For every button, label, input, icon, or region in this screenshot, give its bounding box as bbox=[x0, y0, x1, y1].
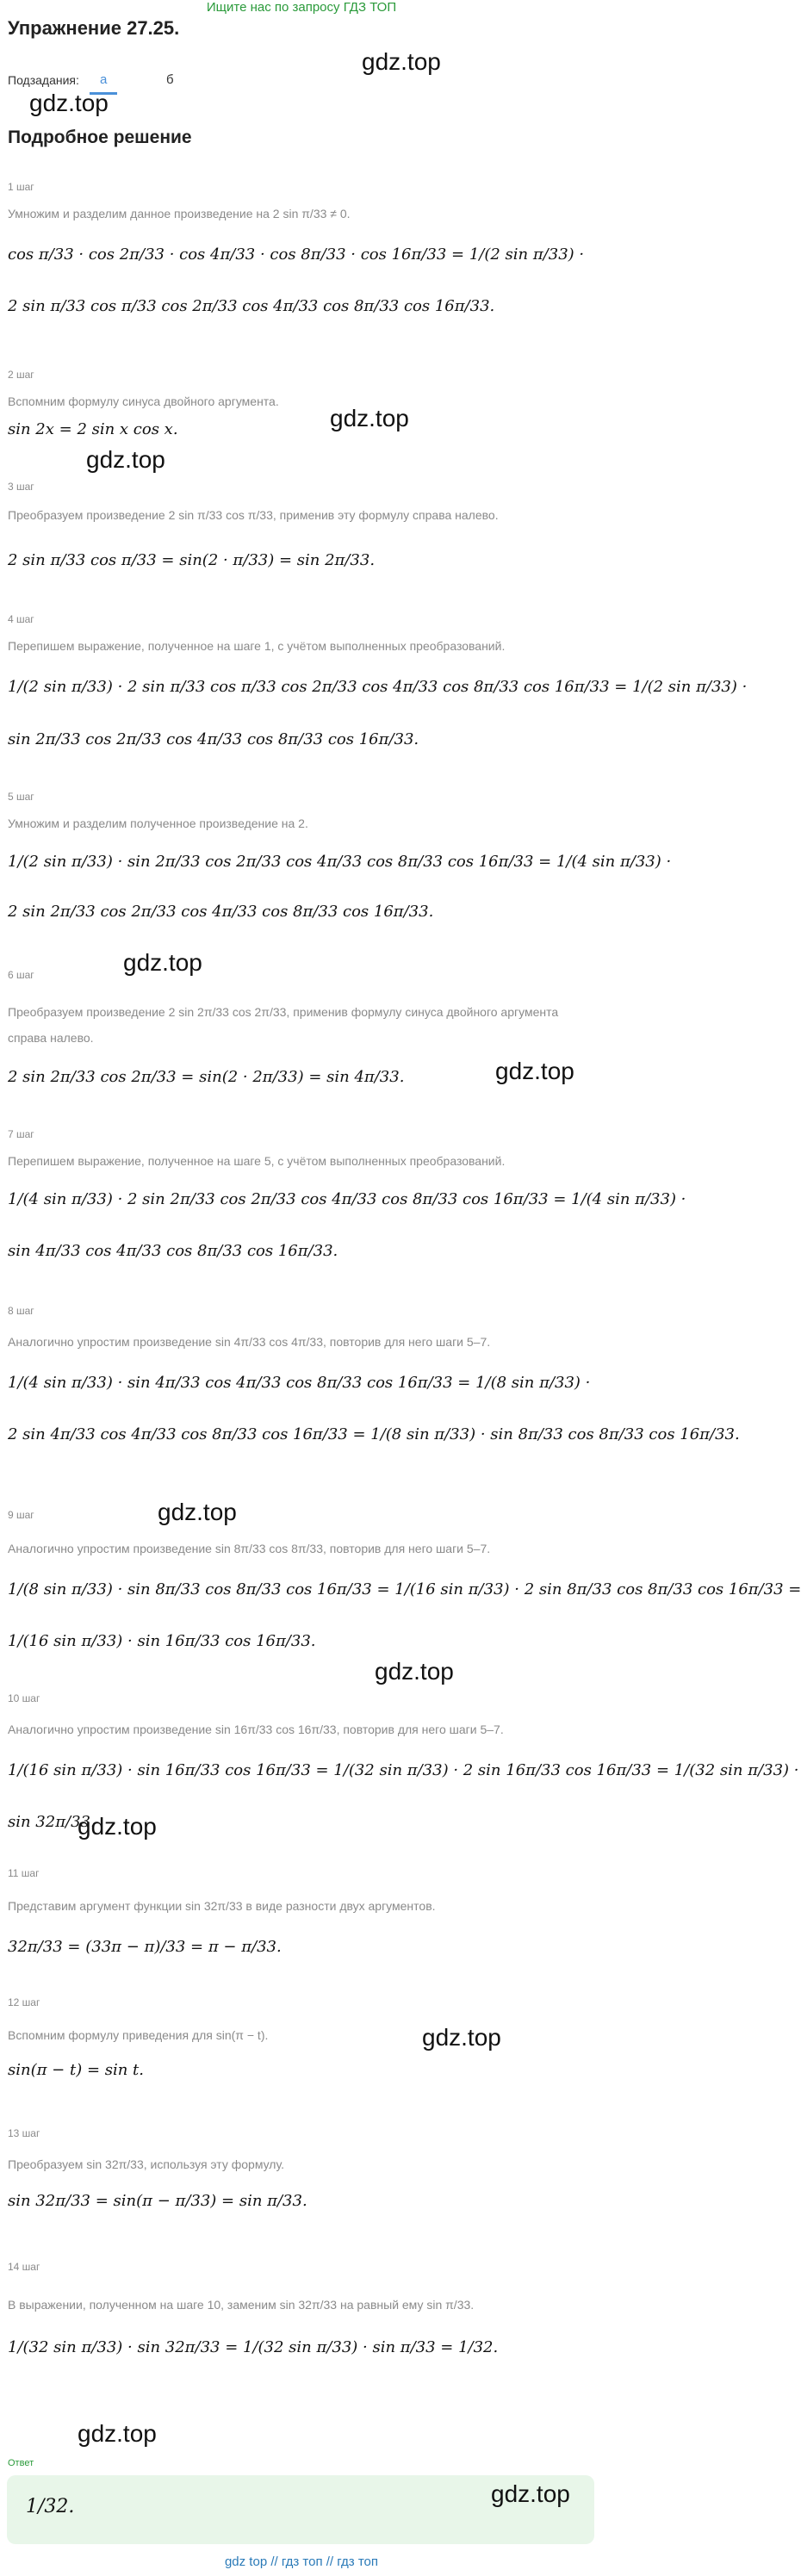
step-text: Перепишем выражение, полученное на шаге 5, с учётом выполненных преобразований. bbox=[8, 1154, 506, 1168]
step-label: 4 шаг bbox=[8, 613, 34, 625]
section-title: Подробное решение bbox=[8, 127, 192, 147]
step-text: Умножим и разделим данное произведение на 2 sin π/33 ≠ 0. bbox=[8, 207, 351, 220]
watermark: gdz.top bbox=[29, 90, 109, 116]
step-formula: 2 sin π/33 cos π/33 = sin(2 · π/33) = sin 2π/33. bbox=[8, 551, 376, 569]
footer-links[interactable]: gdz top // гдз топ // гдз топ bbox=[224, 2554, 379, 2569]
step-label: 9 шаг bbox=[8, 1509, 34, 1521]
step-formula: 1/(16 sin π/33) · sin 16π/33 cos 16π/33 = 1/(32 sin π/33) · 2 sin 16π/33 cos 16π/33 = 1/(32 sin π/33) · bbox=[8, 1761, 799, 1779]
step-formula: 1/(2 sin π/33) · 2 sin π/33 cos π/33 cos 2π/33 cos 4π/33 cos 8π/33 cos 16π/33 = 1/(2 sin π/33) · bbox=[8, 678, 748, 696]
step-formula: 2 sin 2π/33 cos 2π/33 cos 4π/33 cos 8π/33 cos 16π/33. bbox=[8, 903, 434, 921]
watermark: gdz.top bbox=[158, 1499, 237, 1525]
watermark: gdz.top bbox=[362, 48, 441, 75]
step-formula: sin(π − t) = sin t. bbox=[8, 2061, 145, 2079]
watermark: gdz.top bbox=[78, 2420, 157, 2447]
answer-label: Ответ bbox=[8, 2458, 34, 2468]
step-formula: 1/(4 sin π/33) · 2 sin 2π/33 cos 2π/33 cos 4π/33 cos 8π/33 cos 16π/33 = 1/(4 sin π/33) · bbox=[8, 1190, 686, 1208]
step-label: 14 шаг bbox=[8, 2261, 40, 2273]
step-label: 5 шаг bbox=[8, 791, 34, 803]
watermark: gdz.top bbox=[123, 949, 202, 976]
watermark: gdz.top bbox=[422, 2024, 501, 2051]
subtasks-label: Подзадания: bbox=[8, 73, 79, 87]
step-formula: sin 32π/33. bbox=[8, 1813, 96, 1831]
step-formula: sin 4π/33 cos 4π/33 cos 8π/33 cos 16π/33. bbox=[8, 1242, 338, 1260]
step-text: Вспомним формулу синуса двойного аргумента. bbox=[8, 394, 279, 408]
step-label: 7 шаг bbox=[8, 1128, 34, 1140]
step-formula: 32π/33 = (33π − π)/33 = π − π/33. bbox=[8, 1938, 282, 1956]
step-label: 6 шаг bbox=[8, 969, 34, 981]
step-text: В выражении, полученном на шаге 10, заменим sin 32π/33 на равный ему sin π/33. bbox=[8, 2298, 475, 2312]
step-formula: cos π/33 · cos 2π/33 · cos 4π/33 · cos 8π/33 · cos 16π/33 = 1/(2 sin π/33) · bbox=[8, 245, 585, 264]
watermark: gdz.top bbox=[375, 1658, 454, 1685]
step-label: 3 шаг bbox=[8, 481, 34, 493]
step-formula: 1/(2 sin π/33) · sin 2π/33 cos 2π/33 cos 4π/33 cos 8π/33 cos 16π/33 = 1/(4 sin π/33) · bbox=[8, 853, 672, 871]
watermark: gdz.top bbox=[86, 446, 165, 473]
watermark: gdz.top bbox=[330, 405, 409, 431]
subtask-tab-b[interactable]: б bbox=[166, 72, 174, 87]
step-formula: 1/(16 sin π/33) · sin 16π/33 cos 16π/33. bbox=[8, 1632, 316, 1650]
step-label: 10 шаг bbox=[8, 1692, 40, 1704]
step-formula: 1/(8 sin π/33) · sin 8π/33 cos 8π/33 cos 16π/33 = 1/(16 sin π/33) · 2 sin 8π/33 cos 8π/33 cos 16π/33 = bbox=[8, 1580, 801, 1598]
watermark: gdz.top bbox=[491, 2480, 570, 2507]
step-label: 13 шаг bbox=[8, 2127, 40, 2139]
top-banner[interactable]: Ищите нас по запросу ГДЗ ТОП bbox=[206, 0, 397, 15]
step-text: Преобразуем произведение 2 sin 2π/33 cos 2π/33, применив формулу синуса двойного аргумента справа налево. bbox=[8, 1005, 559, 1045]
step-text: Преобразуем произведение 2 sin π/33 cos π/33, применив эту формулу справа налево. bbox=[8, 508, 499, 522]
step-text: Перепишем выражение, полученное на шаге 1, с учётом выполненных преобразований. bbox=[8, 639, 506, 653]
step-label: 8 шаг bbox=[8, 1305, 34, 1317]
step-text: Представим аргумент функции sin 32π/33 в виде разности двух аргументов. bbox=[8, 1899, 436, 1913]
step-formula: 1/(32 sin π/33) · sin 32π/33 = 1/(32 sin π/33) · sin π/33 = 1/32. bbox=[8, 2338, 499, 2356]
step-text: Умножим и разделим полученное произведение на 2. bbox=[8, 816, 308, 830]
step-label: 1 шаг bbox=[8, 181, 34, 193]
page-title: Упражнение 27.25. bbox=[8, 17, 180, 39]
step-text: Аналогично упростим произведение sin 8π/33 cos 8π/33, повторив для него шаги 5–7. bbox=[8, 1542, 491, 1555]
step-text: Вспомним формулу приведения для sin(π − t). bbox=[8, 2028, 269, 2042]
answer-value: 1/32. bbox=[26, 2496, 75, 2517]
step-formula: sin 2π/33 cos 2π/33 cos 4π/33 cos 8π/33 cos 16π/33. bbox=[8, 730, 419, 748]
step-formula: 2 sin 2π/33 cos 2π/33 = sin(2 · 2π/33) = sin 4π/33. bbox=[8, 1068, 405, 1086]
step-text: Преобразуем sin 32π/33, используя эту формулу. bbox=[8, 2157, 284, 2171]
step-formula: 2 sin π/33 cos π/33 cos 2π/33 cos 4π/33 cos 8π/33 cos 16π/33. bbox=[8, 297, 495, 315]
step-formula: 2 sin 4π/33 cos 4π/33 cos 8π/33 cos 16π/33 = 1/(8 sin π/33) · sin 8π/33 cos 8π/33 cos 16π/33. bbox=[8, 1425, 740, 1443]
step-text: Аналогично упростим произведение sin 4π/33 cos 4π/33, повторив для него шаги 5–7. bbox=[8, 1335, 491, 1349]
step-label: 11 шаг bbox=[8, 1867, 40, 1879]
step-text: Аналогично упростим произведение sin 16π/33 cos 16π/33, повторив для него шаги 5–7. bbox=[8, 1723, 504, 1736]
step-formula: 1/(4 sin π/33) · sin 4π/33 cos 4π/33 cos 8π/33 cos 16π/33 = 1/(8 sin π/33) · bbox=[8, 1374, 591, 1392]
watermark: gdz.top bbox=[78, 1813, 157, 1840]
step-formula: sin 32π/33 = sin(π − π/33) = sin π/33. bbox=[8, 2192, 307, 2210]
step-label: 2 шаг bbox=[8, 369, 34, 381]
subtask-tab-a[interactable]: а bbox=[90, 72, 117, 95]
step-label: 12 шаг bbox=[8, 1996, 40, 2008]
watermark: gdz.top bbox=[495, 1058, 574, 1084]
step-formula: sin 2x = 2 sin x cos x. bbox=[8, 420, 178, 438]
